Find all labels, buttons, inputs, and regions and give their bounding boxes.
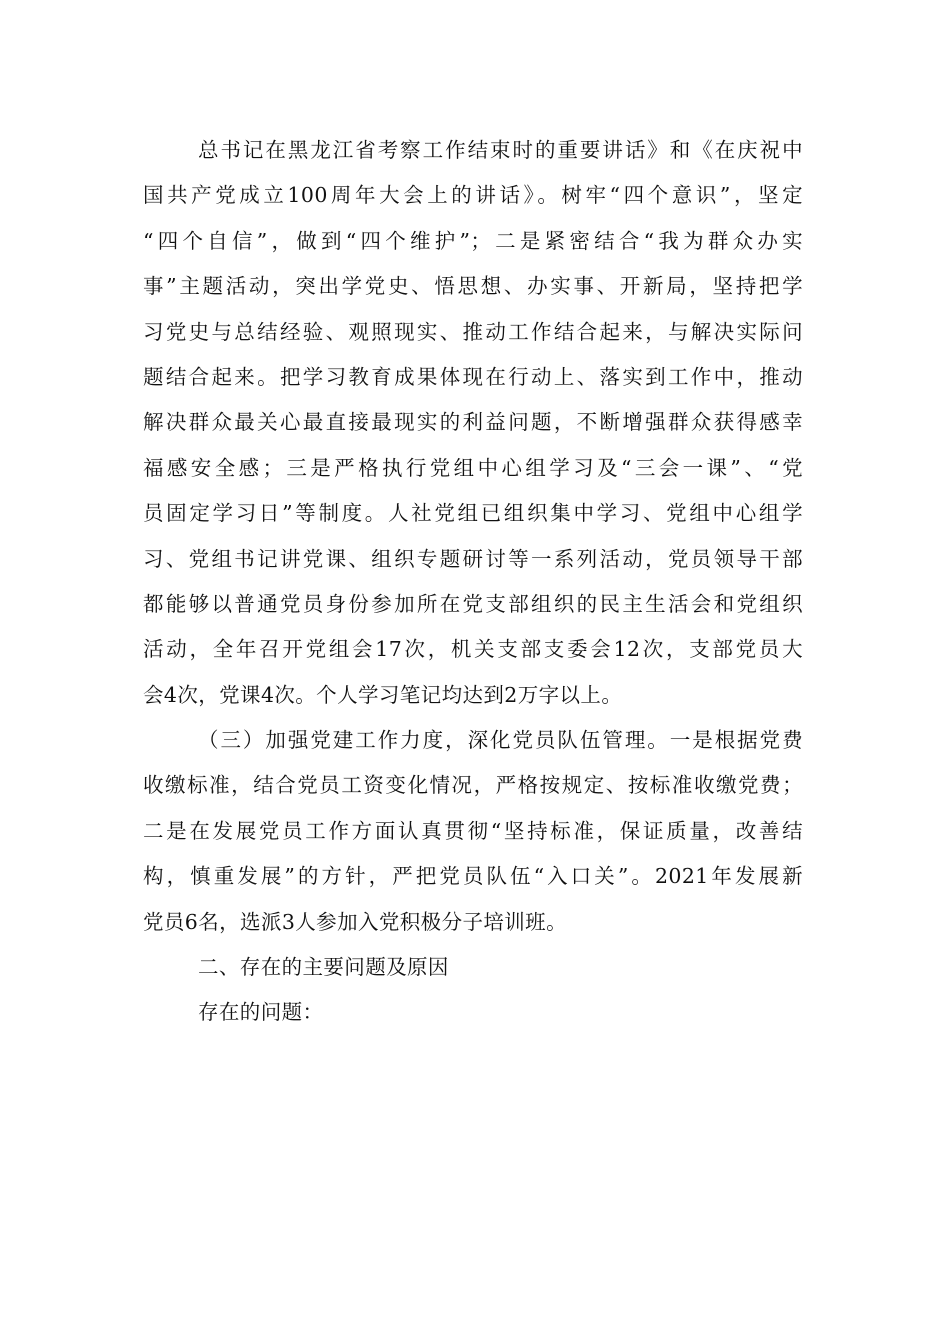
text-line: 二是在发展党员工作方面认真贯彻“坚持标准，保证质量，改善结 <box>143 818 803 843</box>
section-heading: 二、存在的主要问题及原因 <box>198 955 449 980</box>
text-line: 员固定学习日”等制度。人社党组已组织集中学习、党组中心组学 <box>143 501 803 526</box>
text-line: 事”主题活动，突出学党史、悟思想、办实事、开新局，坚持把学 <box>143 274 803 299</box>
text-line: 福感安全感；三是严格执行党组中心组学习及“三会一课”、“党 <box>143 455 803 480</box>
text-line: 题结合起来。把学习教育成果体现在行动上、落实到工作中，推动 <box>143 364 803 389</box>
paragraph-1 <box>143 128 803 718</box>
text-line: 收缴标准，结合党员工资变化情况，严格按规定、按标准收缴党费； <box>143 773 803 798</box>
text-line: 国共产党成立100周年大会上的讲话》。树牢“四个意识”，坚定 <box>143 183 803 208</box>
text-line: 活动，全年召开党组会17次，机关支部支委会12次，支部党员大 <box>143 637 803 662</box>
text-line: 解决群众最关心最直接最现实的利益问题，不断增强群众获得感幸 <box>143 410 803 435</box>
text-line: 党员6名，选派3人参加入党积极分子培训班。 <box>143 909 567 934</box>
text-line: 构，慎重发展”的方针，严把党员队伍“入口关”。2021年发展新 <box>143 864 803 889</box>
text-line: 都能够以普通党员身份参加所在党支部组织的民主生活会和党组织 <box>143 591 803 616</box>
body-text <box>143 128 803 1036</box>
subheading: 存在的问题： <box>198 1000 324 1025</box>
text-line: 习党史与总结经验、观照现实、推动工作结合起来，与解决实际问 <box>143 319 803 344</box>
text-line: 习、党组书记讲党课、组织专题研讨等一系列活动，党员领导干部 <box>143 546 803 571</box>
text-line: 会4次，党课4次。个人学习笔记均达到2万字以上。 <box>143 682 623 707</box>
text-line: “四个自信”，做到“四个维护”；二是紧密结合“我为群众办实 <box>143 228 803 253</box>
paragraph-2 <box>143 718 803 945</box>
text-line: （三）加强党建工作力度，深化党员队伍管理。一是根据党费 <box>198 728 803 753</box>
text-line: 总书记在黑龙江省考察工作结束时的重要讲话》和《在庆祝中 <box>198 138 803 162</box>
